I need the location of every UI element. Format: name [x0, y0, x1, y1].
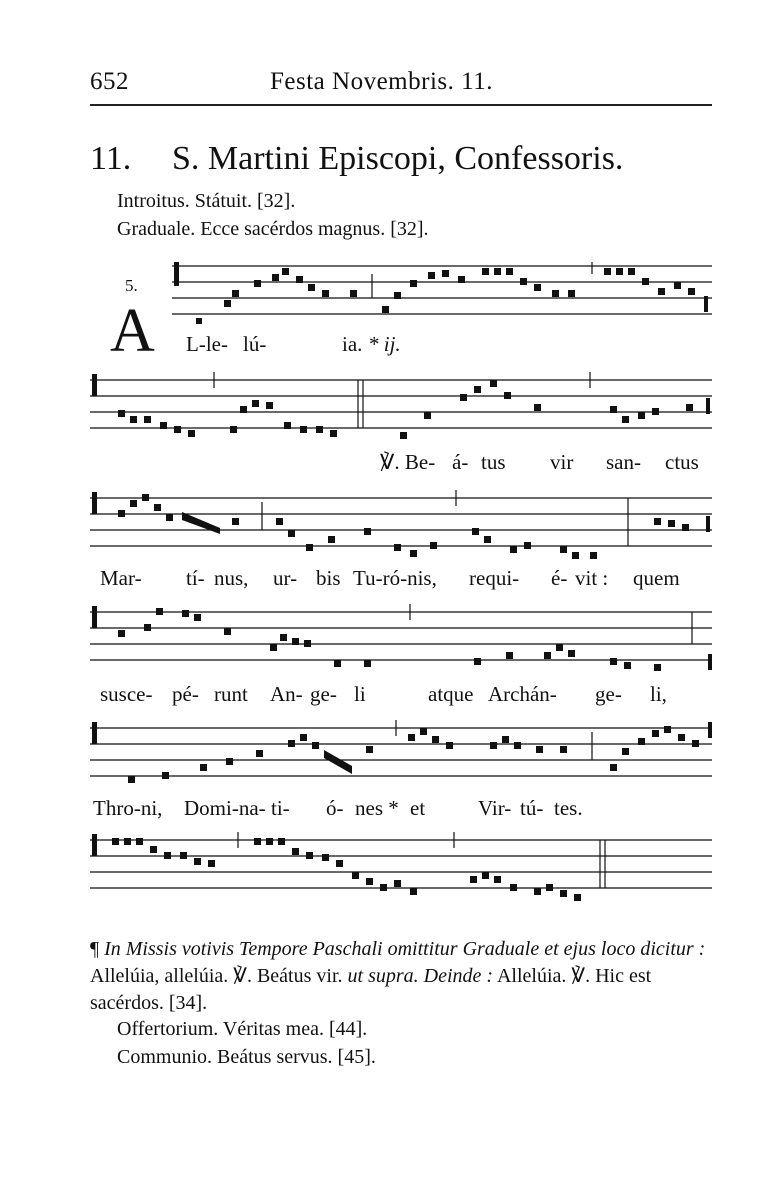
chant-staff-4	[90, 604, 712, 676]
syllable: L-le-	[186, 332, 228, 356]
syllable: ℣. Be-	[380, 450, 436, 474]
lyric-line-4	[0, 682, 763, 710]
feast-title	[90, 140, 623, 178]
syllable: susce-	[100, 682, 153, 706]
feast-name: S. Martini Episcopi, Confessoris.	[172, 140, 624, 177]
syllable: * ij.	[368, 332, 401, 356]
rubric-paragraph	[90, 936, 720, 1017]
communion-line: Communio. Beátus servus. [45].	[117, 1046, 376, 1068]
syllable: et	[410, 796, 426, 820]
chant-staff-6	[90, 832, 712, 914]
syllable: requi-	[469, 566, 520, 590]
syllable: ó-	[326, 796, 344, 820]
syllable: li	[354, 682, 366, 706]
syllable: ia.	[342, 332, 363, 356]
syllable: Tu-ró-nis,	[353, 566, 437, 590]
syllable: vit :	[575, 566, 609, 590]
syllable: atque	[428, 682, 474, 706]
rubric-text-1: Allelúia, allelúia. ℣. Beátus vir.	[90, 965, 343, 987]
rubric-italic-2: ut supra. Deinde :	[347, 965, 494, 987]
syllable: tú-	[520, 796, 544, 820]
lyric-line-5	[0, 796, 763, 824]
syllable: li,	[650, 682, 667, 706]
offertory-line: Offertorium. Véritas mea. [44].	[117, 1018, 368, 1040]
syllable: tes.	[554, 796, 583, 820]
syllable: ge-	[595, 682, 622, 706]
syllable: quem	[633, 566, 680, 590]
lyric-line-2	[0, 450, 763, 478]
syllable: vir	[550, 450, 574, 474]
chant-staff-1	[172, 262, 712, 324]
feast-number: 11.	[90, 140, 132, 177]
lyric-line-1	[0, 332, 763, 360]
syllable: tí-	[186, 566, 205, 590]
pilcrow-icon: ¶	[90, 938, 100, 960]
syllable: ti-	[271, 796, 290, 820]
syllable: tus	[481, 450, 506, 474]
rubric-text-2: Allelúia. ℣. Hic est sacérdos. [34].	[90, 965, 652, 1014]
running-title: Festa Novembris. 11.	[270, 68, 493, 95]
syllable: Vir-	[478, 796, 512, 820]
gradual-line: Graduale. Ecce sacérdos magnus. [32].	[117, 218, 429, 240]
syllable: nes *	[355, 796, 399, 820]
syllable: Thro-ni,	[93, 796, 163, 820]
rubric-italic-1: In Missis votivis Tempore Paschali omittitur Graduale et ejus loco dicitur :	[104, 938, 706, 960]
header-rule	[90, 104, 712, 106]
syllable: Mar-	[100, 566, 142, 590]
syllable: ur-	[273, 566, 298, 590]
chant-staff-3	[90, 490, 712, 562]
syllable: An-	[270, 682, 303, 706]
syllable: ctus	[665, 450, 699, 474]
chant-staff-2	[90, 372, 712, 444]
syllable: runt	[214, 682, 248, 706]
lyric-line-3	[0, 566, 763, 594]
syllable: nus,	[214, 566, 249, 590]
syllable: san-	[606, 450, 641, 474]
syllable: é-	[551, 566, 568, 590]
syllable: bis	[316, 566, 341, 590]
syllable: pé-	[172, 682, 199, 706]
introit-line: Introitus. Státuit. [32].	[117, 190, 296, 212]
syllable: Archán-	[488, 682, 557, 706]
page-number: 652	[90, 68, 129, 95]
syllable: á-	[452, 450, 469, 474]
syllable: Domi-na-	[184, 796, 266, 820]
syllable: lú-	[243, 332, 267, 356]
syllable: ge-	[310, 682, 337, 706]
mode-number: 5.	[125, 276, 138, 295]
chant-staff-5	[90, 720, 712, 792]
chant-initial: A	[110, 297, 155, 365]
